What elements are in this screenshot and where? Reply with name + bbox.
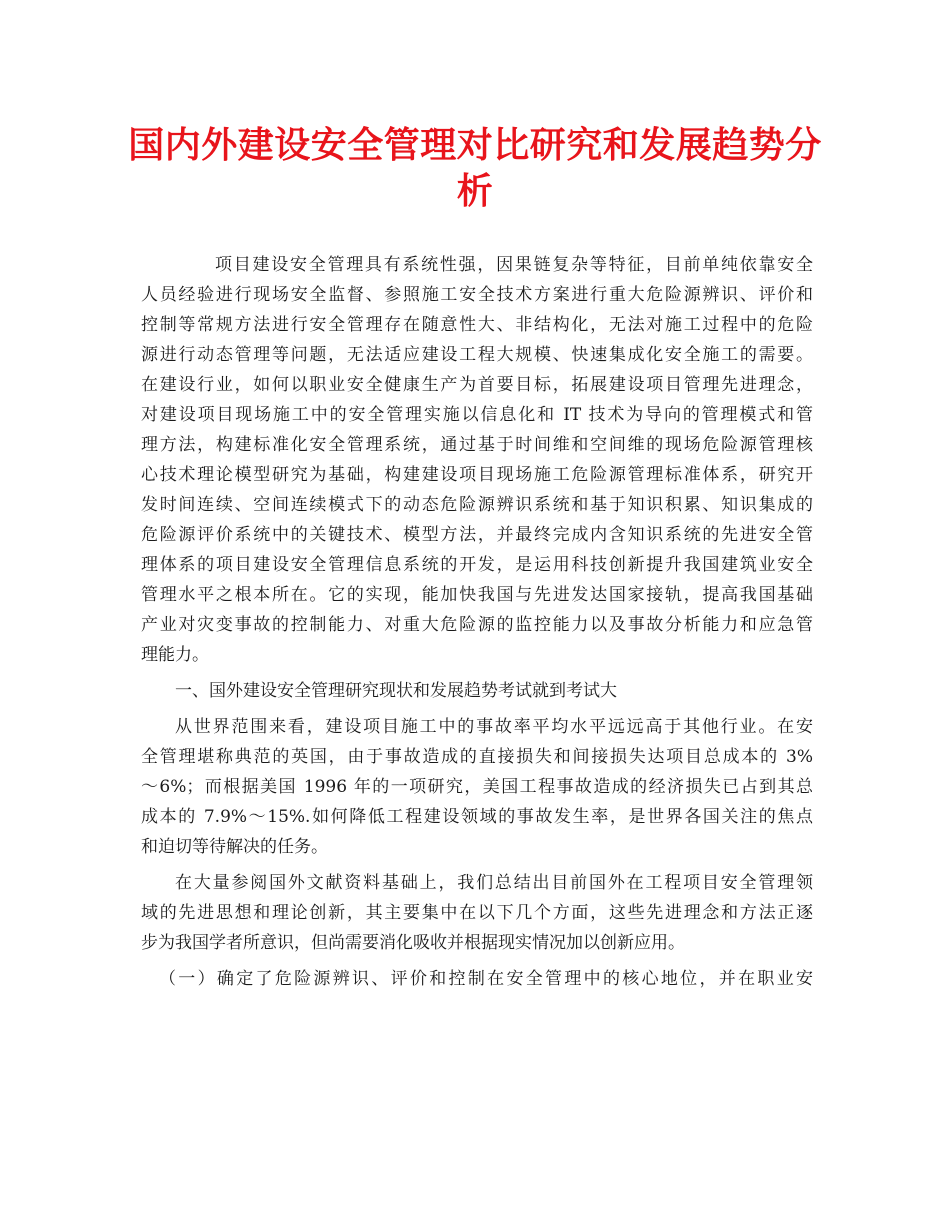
title-line-2: 析 xyxy=(456,170,494,212)
text-line: （一）确定了危险源辨识、评价和控制在安全管理中的核心地位，并在职业安 xyxy=(159,969,813,989)
text-line: 在建设行业，如何以职业安全健康生产为首要目标，拓展建设项目管理先进理念， xyxy=(141,375,813,395)
document-title xyxy=(120,122,830,214)
text-line: 步为我国学者所意识，但尚需要消化吸收并根据现实情况加以创新应用。 xyxy=(141,933,685,953)
text-line: 产业对灾变事故的控制能力、对重大危险源的监控能力以及事故分析能力和应急管 xyxy=(141,615,813,635)
text-line: 心技术理论模型研究为基础，构建建设项目现场施工危险源管理标准体系，研究开 xyxy=(141,465,813,485)
text-line: 管理水平之根本所在。它的实现，能加快我国与先进发达国家接轨，提高我国基础 xyxy=(141,585,813,605)
section-heading xyxy=(141,676,813,706)
text-line: 理能力。 xyxy=(141,645,209,665)
text-line: 危险源评价系统中的关键技术、模型方法，并最终完成内含知识系统的先进安全管 xyxy=(141,525,813,545)
text-line: 人员经验进行现场安全监督、参照施工安全技术方案进行重大危险源辨识、评价和 xyxy=(141,285,813,305)
text-line: 项目建设安全管理具有系统性强，因果链复杂等特征，目前单纯依靠安全 xyxy=(215,255,813,275)
text-line: 域的先进思想和理论创新，其主要集中在以下几个方面，这些先进理念和方法正逐 xyxy=(141,903,813,923)
text-line: 在大量参阅国外文献资料基础上，我们总结出目前国外在工程项目安全管理领 xyxy=(175,873,813,893)
title-line-1: 国内外建设安全管理对比研究和发展趋势分 xyxy=(128,124,822,166)
text-line: 全管理堪称典范的英国，由于事故造成的直接损失和间接损失达项目总成本的 3% xyxy=(141,747,813,767)
text-line: 发时间连续、空间连续模式下的动态危险源辨识系统和基于知识积累、知识集成的 xyxy=(141,495,813,515)
paragraph-intro xyxy=(141,250,813,670)
paragraph-subsection-1 xyxy=(141,964,813,994)
text-line: 控制等常规方法进行安全管理存在随意性大、非结构化，无法对施工过程中的危险 xyxy=(141,315,813,335)
heading-text: 一、国外建设安全管理研究现状和发展趋势考试就到考试大 xyxy=(175,681,617,701)
text-line: 理方法，构建标准化安全管理系统，通过基于时间维和空间维的现场危险源管理核 xyxy=(141,435,813,455)
text-line: 成本的 7.9%～15%.如何降低工程建设领域的事故发生率，是世界各国关注的焦点 xyxy=(141,807,813,827)
paragraph-statistics xyxy=(141,712,813,862)
text-line: ～6%；而根据美国 1996 年的一项研究，美国工程事故造成的经济损失已占到其总 xyxy=(141,777,813,797)
text-line: 对建设项目现场施工中的安全管理实施以信息化和 IT 技术为导向的管理模式和管 xyxy=(141,405,813,425)
text-line: 从世界范围来看，建设项目施工中的事故率平均水平远远高于其他行业。在安 xyxy=(175,717,813,737)
text-line: 理体系的项目建设安全管理信息系统的开发，是运用科技创新提升我国建筑业安全 xyxy=(141,555,813,575)
paragraph-summary xyxy=(141,868,813,958)
text-line: 源进行动态管理等问题，无法适应建设工程大规模、快速集成化安全施工的需要。 xyxy=(141,345,813,365)
text-line: 和迫切等待解决的任务。 xyxy=(141,837,328,857)
document-body xyxy=(141,250,813,994)
